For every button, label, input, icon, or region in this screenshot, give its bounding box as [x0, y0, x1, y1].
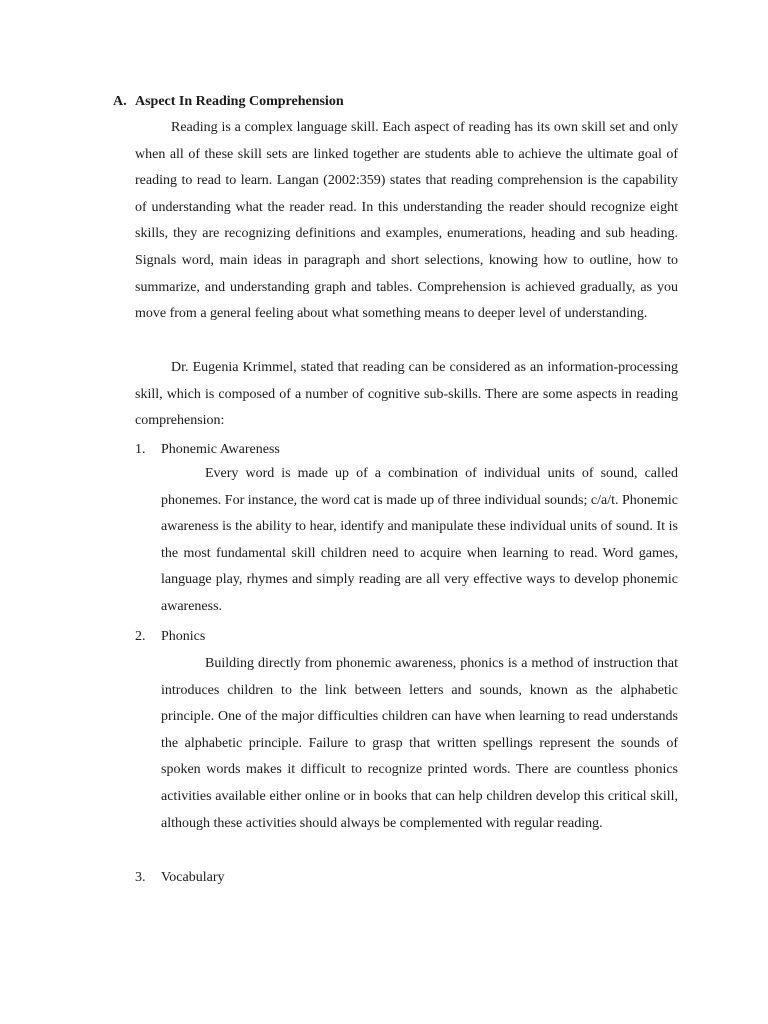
paragraph-krimmel: Dr. Eugenia Krimmel, stated that reading can be considered as an information-processing skill, which is composed of a number of cognitive sub-skills. There are some aspects in reading comprehension: — [135, 360, 678, 429]
list-item-number: 2. — [135, 629, 146, 644]
list-item-title — [135, 868, 225, 888]
section-heading — [113, 92, 344, 112]
section-title: Aspect In Reading Comprehension — [135, 94, 344, 109]
list-item-paragraph: Building directly from phonemic awareness, phonics is a method of instruction that introduces children to the link between letters and sounds, known as the alphabetic principle. One of the major difficulties children can have when learning to read understands the alphabetic principle. Failure to grasp that written spellings represent the sounds of spoken words makes it difficult to recognize printed words. There are countless phonics activities available either online or in books that can help children develop this critical skill, although these activities should always be complemented with regular reading. — [161, 656, 678, 831]
list-item-paragraph: Every word is made up of a combination of individual units of sound, called phonemes. For instance, the word cat is made up of three individual sounds; c/a/t. Phonemic awareness is the ability to hear, identify and manipulate these individual units of sound. It is the most fundamental skill children need to acquire when learning to read. Word games, language play, rhymes and simply reading are all very effective ways to develop phonemic awareness. — [161, 466, 678, 614]
list-item-label: Phonemic Awareness — [161, 442, 280, 457]
paragraph-intro: Reading is a complex language skill. Each aspect of reading has its own skill set and only when all of these skill sets are linked together are students able to achieve the ultimate goal of reading to read to learn. Langan (2002:359) states that reading comprehension is the capability of understanding what the reader read. In this understanding the reader should recognize eight skills, they are recognizing definitions and examples, enumerations, heading and sub heading. Signals word, main ideas in paragraph and short selections, knowing how to outline, how to summarize, and understanding graph and tables. Comprehension is achieved gradually, as you move from a general feeling about what something means to deeper level of understanding. — [135, 120, 678, 322]
list-item-title — [135, 627, 205, 647]
list-item-label: Phonics — [161, 629, 206, 644]
section-letter: A. — [113, 94, 127, 109]
list-item-number: 1. — [135, 442, 146, 457]
list-item-number: 3. — [135, 870, 146, 885]
list-item-title — [135, 440, 280, 460]
list-item-label: Vocabulary — [161, 870, 225, 885]
